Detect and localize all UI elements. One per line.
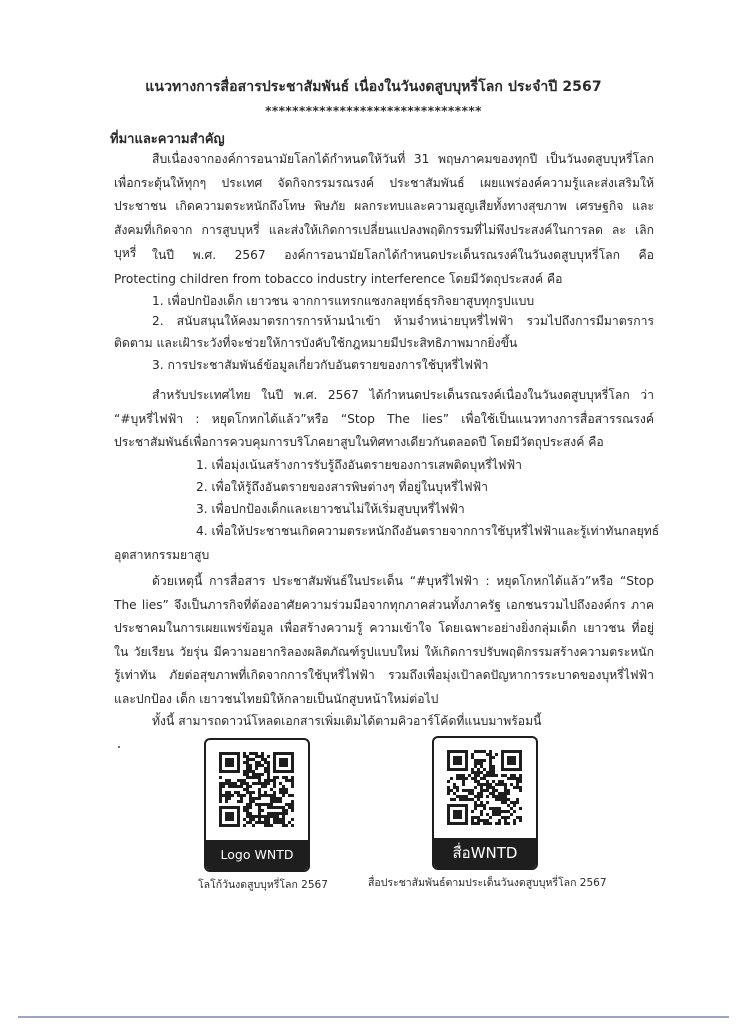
paragraph-who-theme: ในปี พ.ศ. 2567 องค์การอนามัยโลกได้กำหนดประเด็นรณรงค์ในวันงดสูบบุหรี่โลก คือ Protecting children from tobacco industry interference โดยมีวัตถุประสงค์ คือ — [114, 248, 654, 286]
who-objective-2: 2. สนับสนุนให้คงมาตรการการห้ามนำเข้า ห้ามจำหน่ายบุหรี่ไฟฟ้า รวมไปถึงการมีมาตรการติดตาม และเฝ้าระวังที่จะช่วยให้การบังคับใช้กฎหมายมีประสิทธิภาพมากยิ่งขึ้น — [114, 314, 654, 350]
qr-code-media[interactable] — [432, 736, 538, 870]
qr-caption-logo: โลโก้วันงดสูบบุหรี่โลก 2567 — [198, 879, 328, 891]
thai-objective-4-continuation: อุตสาหกรรมยาสูบ — [114, 548, 210, 562]
qr-code-icon — [206, 740, 308, 840]
page-edge-rule — [18, 1016, 729, 1018]
thai-objective-1: 1. เพื่อมุ่งเน้นสร้างการรับรู้ถึงอันตรายของการเสพติดบุหรี่ไฟฟ้า — [196, 458, 523, 472]
qr-caption-media: สื่อประชาสัมพันธ์ตามประเด็นวันงดสูบบุหรี่โลก 2567 — [368, 877, 607, 889]
document-title: แนวทางการสื่อสารประชาสัมพันธ์ เนื่องในวันงดสูบบุหรี่โลก ประจำปี 2567 — [145, 79, 602, 95]
thai-objective-2: 2. เพื่อให้รู้ถึงอันตรายของสารพิษต่างๆ ที่อยู่ในบุหรี่ไฟฟ้า — [196, 480, 488, 494]
qr-code-logo[interactable] — [204, 738, 310, 872]
title-separator: ******************************** — [265, 104, 482, 118]
qr-label-logo: Logo WNTD — [206, 840, 308, 870]
paragraph-download-note: ทั้งนี้ สามารถดาวน์โหลดเอกสารเพิ่มเติมได้ตามคิวอาร์โค้ดที่แนบมาพร้อมนี้ — [152, 714, 542, 728]
paragraph-collaboration: ด้วยเหตุนี้ การสื่อสาร ประชาสัมพันธ์ในประเด็น “#บุหรี่ไฟฟ้า : หยุดโกหกได้แล้ว”หรือ “Stop The lies” จึงเป็นภารกิจที่ต้องอาศัยความร่วมมือจากทุกภาคส่วนทั้งภาครัฐ เอกชนรวมไปถึงองค์กร ภาคประชาคมในการเผยแพร่ข้อมูล เพื่อสร้างความรู้ ความเข้าใจ โดยเฉพาะอย่างยิ่งกลุ่มเด็ก เยาวชน ที่อยู่ใน วัยเรียน วัยรุ่น มีความอยากริลองผลิตภัณฑ์รูปแบบใหม่ ให้เกิดการปรับพฤติกรรมสร้างความตระหนักรู้เท่าทัน ภัยต่อสุขภาพที่เกิดจากการใช้บุหรี่ไฟฟ้า รวมถึงเพื่อมุ่งเป้าลดปัญหาการระบาดของบุหรี่ไฟฟ้า และปกป้อง เด็ก เยาวชนไทยมิให้กลายเป็นนักสูบหน้าใหม่ต่อไป — [114, 574, 654, 706]
qr-label-media: สื่อWNTD — [434, 838, 536, 868]
section-heading: ที่มาและความสำคัญ — [110, 132, 225, 147]
who-objective-1: 1. เพื่อปกป้องเด็ก เยาวชน จากการแทรกแซงกลยุทธ์ธุรกิจยาสูบทุกรูปแบบ — [152, 294, 535, 308]
paragraph-background: สืบเนื่องจากองค์การอนามัยโลกได้กำหนดให้วันที่ 31 พฤษภาคมของทุกปี เป็นวันงดสูบบุหรี่โลก เพื่อกระตุ้นให้ทุกๆ ประเทศ จัดกิจกรรมรณรงค์ ประชาสัมพันธ์ เผยแพร่องค์ความรู้และส่งเสริมให้ประชาชน เกิดความตระหนักถึงโทษ พิษภัย ผลกระทบและความสูญเสียทั้งทางสุขภาพ เศรษฐกิจ และสังคมที่เกิดจาก การสูบบุหรี่ และส่งให้เกิดการเปลี่ยนแปลงพฤติกรรมที่ไม่พึงประสงค์ในการลด ละ เลิกบุหรี่ — [114, 152, 654, 260]
thai-objective-3: 3. เพื่อปกป้องเด็กและเยาวชนไม่ให้เริ่มสูบบุหรี่ไฟฟ้า — [196, 502, 465, 516]
scan-dot — [118, 746, 120, 748]
qr-code-icon — [434, 738, 536, 838]
paragraph-thai-theme: สำหรับประเทศไทย ในปี พ.ศ. 2567 ได้กำหนดประเด็นรณรงค์เนื่องในวันงดสูบบุหรี่โลก ว่า “#บุหรี่ไฟฟ้า : หยุดโกหกได้แล้ว”หรือ “Stop The lies” เพื่อใช้เป็นแนวทางการสื่อสารรณรงค์ ประชาสัมพันธ์เพื่อการควบคุมการบริโภคยาสูบในทิศทางเดียวกันตลอดปี โดยมีวัตถุประสงค์ คือ — [114, 388, 654, 449]
thai-objective-4: 4. เพื่อให้ประชาชนเกิดความตระหนักถึงอันตรายจากการใช้บุหรี่ไฟฟ้าและรู้เท่าทันกลยุทธ์ — [196, 524, 660, 538]
who-objective-3: 3. การประชาสัมพันธ์ข้อมูลเกี่ยวกับอันตรายของการใช้บุหรี่ไฟฟ้า — [152, 358, 489, 372]
